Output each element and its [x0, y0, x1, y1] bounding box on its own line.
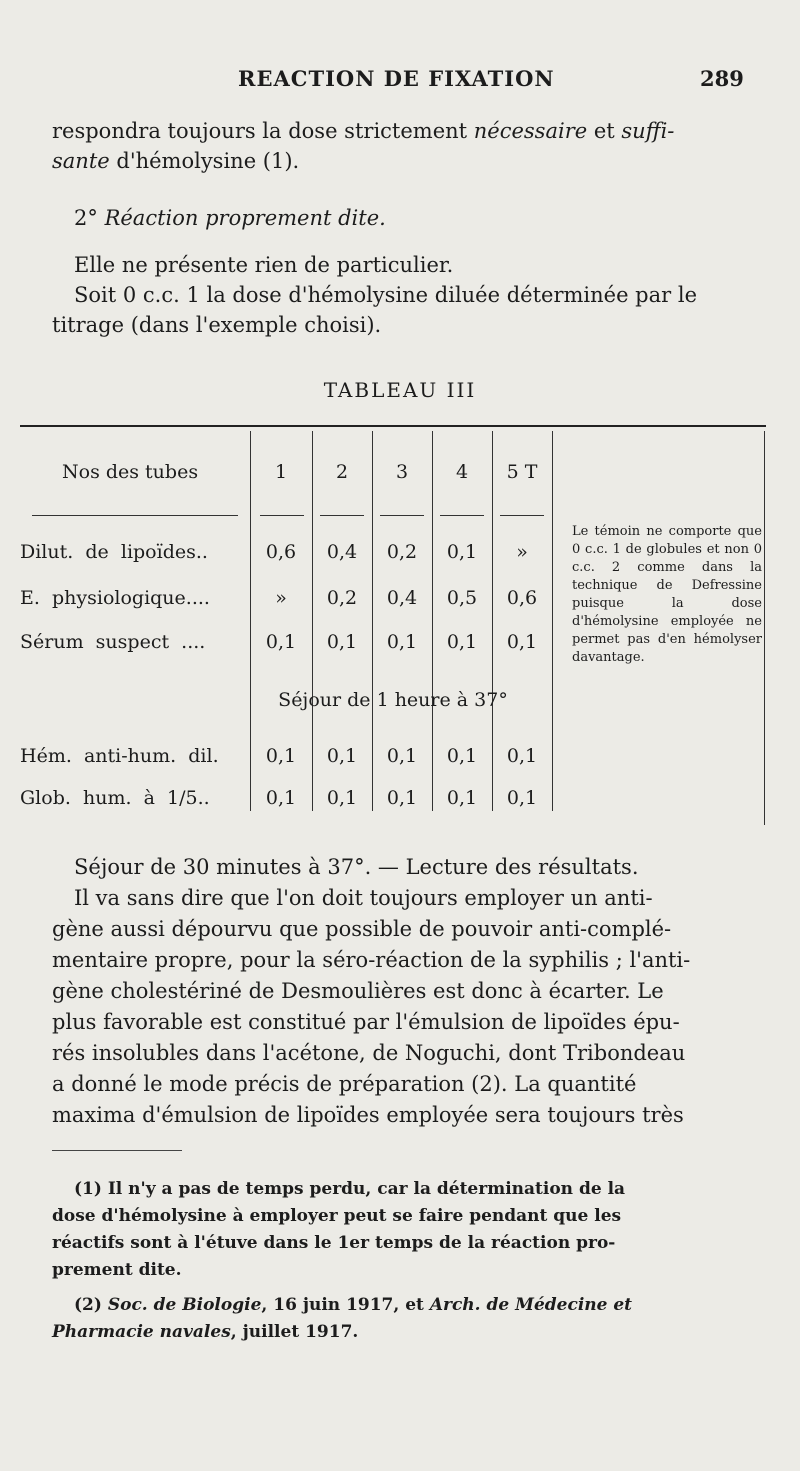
paragraph-line: gène cholestériné de Desmoulières est donc à écarter. Le — [52, 979, 664, 1003]
intro-emphasis: sante — [52, 149, 110, 173]
table-cell: 0,5 — [446, 587, 478, 609]
body-paragraph — [52, 852, 752, 1131]
section-paragraph-1: Elle ne présente rien de particulier. — [74, 253, 454, 277]
table-cell: 0,1 — [326, 745, 358, 767]
journal-title: Pharmacie navales — [52, 1322, 231, 1342]
paragraph-line: rés insolubles dans l'acétone, de Noguchi, dont Tribondeau — [52, 1041, 686, 1065]
column-header: 3 — [395, 461, 409, 483]
row-label: Glob. hum. à 1/5.. — [20, 787, 210, 809]
header-rule — [380, 515, 424, 516]
table-cell: 0,1 — [446, 787, 478, 809]
incubation-label: Séjour de 1 heure à 37° — [278, 689, 508, 711]
header-rule — [320, 515, 364, 516]
footnote-line: (1) Il n'y a pas de temps perdu, car la détermination de la — [74, 1179, 626, 1199]
section-title: Réaction proprement dite. — [104, 206, 386, 230]
table-cell: 0,1 — [506, 745, 538, 767]
table-cell: 0,1 — [446, 541, 478, 563]
paragraph-line: Il va sans dire que l'on doit toujours employer un anti- — [74, 886, 653, 910]
paragraph-line: titrage (dans l'exemple choisi). — [52, 313, 382, 337]
table-cell: 0,1 — [506, 631, 538, 653]
header-rule — [440, 515, 484, 516]
table-cell: 0,1 — [265, 745, 297, 767]
paragraph-line: mentaire propre, pour la séro-réaction de la syphilis ; l'anti- — [52, 948, 691, 972]
table-cell: 0,1 — [265, 631, 297, 653]
footnote-2 — [52, 1292, 742, 1346]
table-cell: 0,1 — [326, 631, 358, 653]
table-cell: 0,1 — [265, 787, 297, 809]
table-right-border — [764, 431, 765, 825]
page-number: 289 — [700, 66, 744, 91]
table-cell: 0,1 — [386, 745, 418, 767]
intro-paragraph — [52, 116, 752, 176]
table-side-note: Le témoin ne comporte que 0 c.c. 1 de globules et non 0 c.c. 2 comme dans la technique de Defressine puisque la dose d'hémolysine employée ne permet pas d'en hémolyser davantage. — [572, 524, 762, 665]
footnote-line: réactifs sont à l'étuve dans le 1er temps de la réaction pro- — [52, 1233, 616, 1253]
row-label: E. physiologique.... — [20, 587, 210, 609]
header-rule — [260, 515, 304, 516]
header-label: Nos des tubes — [62, 461, 199, 483]
section-heading — [52, 203, 774, 233]
footnote-separator — [52, 1150, 182, 1151]
footnote-1 — [52, 1176, 742, 1284]
header-rule — [500, 515, 544, 516]
table-cell: 0,6 — [506, 587, 538, 609]
table-cell: » — [275, 587, 287, 609]
table-top-rule — [20, 425, 766, 427]
table-cell: 0,1 — [386, 631, 418, 653]
table-cell: 0,4 — [386, 587, 418, 609]
table-cell: 0,6 — [265, 541, 297, 563]
paragraph-line: gène aussi dépourvu que possible de pouvoir anti-complé- — [52, 917, 672, 941]
paragraph-line: Séjour de 30 minutes à 37°. — Lecture des résultats. — [74, 855, 639, 879]
results-table — [20, 425, 766, 825]
paragraph-line: maxima d'émulsion de lipoïdes employée sera toujours très — [52, 1103, 684, 1127]
section-paragraph-2 — [52, 280, 752, 340]
journal-title: Soc. de Biologie — [107, 1295, 262, 1315]
footnote-line: dose d'hémolysine à employer peut se faire pendant que les — [52, 1206, 622, 1226]
paragraph-line: Soit 0 c.c. 1 la dose d'hémolysine diluée déterminée par le — [74, 283, 697, 307]
table-cell: 0,1 — [446, 745, 478, 767]
row-label: Hém. anti-hum. dil. — [20, 745, 219, 767]
table-cell: 0,1 — [506, 787, 538, 809]
header-rule — [32, 515, 238, 516]
footnote-line: prement dite. — [52, 1260, 182, 1280]
column-header: 5 T — [506, 461, 538, 483]
journal-title: Arch. de Médecine et — [429, 1295, 633, 1315]
row-label: Dilut. de lipoïdes.. — [20, 541, 208, 563]
column-divider — [552, 431, 553, 811]
table-title: TABLEAU III — [323, 378, 477, 402]
intro-text: respondra toujours la dose strictement — [52, 119, 474, 143]
intro-text: d'hémolysine (1). — [109, 149, 300, 173]
table-cell: 0,2 — [386, 541, 418, 563]
paragraph-line: a donné le mode précis de préparation (2). La quantité — [52, 1072, 637, 1096]
intro-emphasis: nécessaire — [473, 119, 588, 143]
row-label: Sérum suspect .... — [20, 631, 206, 653]
section-number: 2° — [74, 206, 98, 230]
footnote-text: , 16 juin 1917, et — [261, 1295, 430, 1315]
intro-emphasis: suffi- — [621, 119, 675, 143]
running-header — [0, 66, 800, 96]
paragraph-line: plus favorable est constitué par l'émulsion de lipoïdes épu- — [52, 1010, 680, 1034]
intro-text: et — [587, 119, 622, 143]
table-cell: 0,4 — [326, 541, 358, 563]
running-title: REACTION DE FIXATION — [238, 66, 555, 91]
table-cell: 0,1 — [386, 787, 418, 809]
column-header: 2 — [335, 461, 349, 483]
footnote-number: (2) — [74, 1295, 108, 1315]
column-header: 4 — [455, 461, 469, 483]
table-cell: 0,2 — [326, 587, 358, 609]
column-header: 1 — [274, 461, 288, 483]
footnote-text: , juillet 1917. — [230, 1322, 359, 1342]
table-cell: » — [516, 541, 528, 563]
table-cell: 0,1 — [446, 631, 478, 653]
table-cell: 0,1 — [326, 787, 358, 809]
